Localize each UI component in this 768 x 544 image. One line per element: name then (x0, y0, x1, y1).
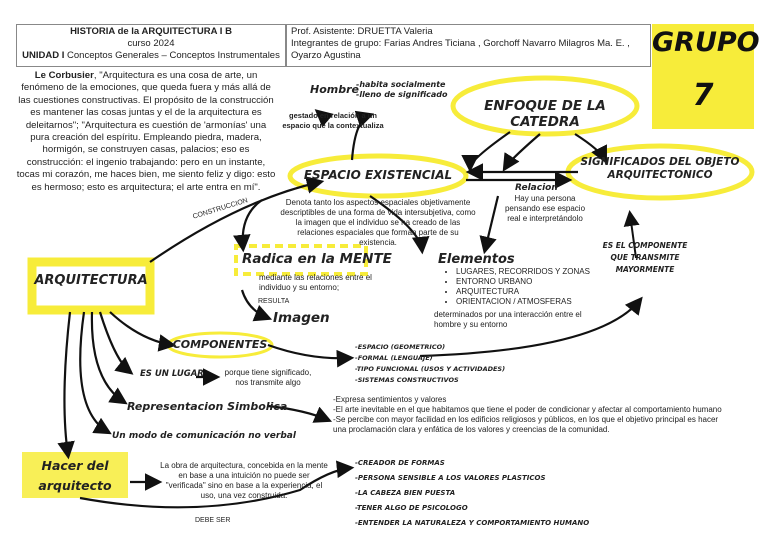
representacion-line: -Se percibe con mayor facilidad en los edificios religiosos y públicos, en los que el objetivo principal es hacer una proclamación clara y enfática de los valores y creencias de la comunidad. (333, 415, 719, 434)
unit-label: UNIDAD I (22, 50, 65, 61)
debe-item: -TENER ALGO DE PSICOLOGO (355, 504, 468, 512)
course-header (16, 24, 286, 67)
componentes-item: -SISTEMAS CONSTRUCTIVOS (355, 376, 459, 384)
elementos-item: • ENTORNO URBANO (456, 277, 604, 287)
imagen-node: Imagen (273, 310, 330, 326)
arquitectura-node: ARQUITECTURA (34, 273, 148, 288)
representacion-description (333, 395, 728, 435)
representacion-line: -Expresa sentimientos y valores (333, 395, 447, 404)
hombre-node: Hombre (310, 83, 359, 96)
debe-ser-label: DEBE SER (195, 517, 231, 524)
construccion-label: CONSTRUCCION (192, 197, 249, 221)
lugar-node: ES UN LUGAR (140, 369, 204, 379)
relacion-description: Hay una persona pensando ese espacio real e interpretándolo (504, 194, 586, 223)
representacion-node: Representacion Simbolica (127, 400, 288, 413)
debe-item: -CREADOR DE FORMAS (355, 459, 445, 467)
team-header (286, 24, 651, 67)
hacer-node (22, 456, 128, 496)
comunicacion-node: Un modo de comunicación no verbal (112, 431, 296, 441)
espacio-node: ESPACIO EXISTENCIAL (303, 168, 453, 182)
debe-ser-list (355, 456, 589, 531)
lugar-description: porque tiene significado, nos transmite algo (224, 368, 312, 387)
hombre-trait: -habita socialmente (356, 80, 446, 89)
assistant-line: Prof. Asistente: DRUETTA Valeria (291, 26, 433, 37)
course-year: curso 2024 (127, 38, 175, 49)
debe-item: -PERSONA SENSIBLE A LOS VALORES PLASTICOS (355, 474, 546, 482)
componentes-item: -TIPO FUNCIONAL (USOS Y ACTIVIDADES) (355, 365, 506, 373)
componentes-item: -FORMAL (LENGUAJE) (355, 354, 433, 362)
componente-note-line: ES EL COMPONENTE (602, 241, 688, 250)
representacion-line: -El arte inevitable en el que habitamos que tiene el poder de condicionar y afectar al comportamiento humano (333, 405, 722, 414)
course-title: HISTORIA de la ARQUITECTURA I B (70, 26, 232, 37)
corbusier-quote (16, 70, 276, 194)
unit-title: Conceptos Generales – Conceptos Instrumentales (64, 50, 280, 61)
group-label: GRUPO (652, 27, 760, 58)
componentes-item: -ESPACIO (GEOMETRICO) (355, 343, 446, 351)
componente-note-line: QUE TRANSMITE (610, 253, 680, 262)
significados-node (572, 156, 748, 182)
componente-note-line: MAYORMENTE (615, 265, 675, 274)
significados-line: SIGNIFICADOS DEL OBJETO (580, 156, 740, 168)
hacer-line: Hacer del (41, 458, 109, 473)
hombre-trait: -lleno de significado (356, 90, 448, 99)
quote-author: Le Corbusier (34, 70, 94, 81)
elementos-node: Elementos (438, 252, 515, 267)
elementos-list (444, 267, 604, 307)
elementos-description: determinados por una interacción entre el hombre y su entorno (434, 310, 582, 329)
unit-line (17, 50, 285, 62)
debe-item: -LA CABEZA BIEN PUESTA (355, 489, 456, 497)
componentes-node: COMPONENTES (172, 338, 268, 351)
radica-node: Radica en la MENTE (242, 251, 392, 267)
hacer-line: arquitecto (38, 478, 112, 493)
elementos-item: • ARQUITECTURA (456, 287, 604, 297)
hacer-description: La obra de arquitectura, concebida en la mente en base a una intuición no puede ser "verificada" sino en base a la experiencia, el uso, una vez construida. (160, 461, 328, 500)
group-number: 7 (692, 78, 714, 113)
hombre-traits (356, 80, 447, 100)
significados-line: ARQUITECTONICO (607, 169, 713, 181)
debe-item: -ENTENDER LA NATURALEZA Y COMPORTAMIENTO HUMANO (355, 519, 590, 527)
gestado-text: gestado en relación a un espacio que la contextualiza (282, 111, 384, 130)
radica-description: mediante las relaciones entre el individuo y su entorno; (259, 273, 372, 292)
espacio-description: Denota tanto los aspectos espaciales objetivamente descriptibles de una forma de vida intersubjetiva, como la imagen que el individuo se ha creado de las relaciones espaciales que forman parte de su existencia. (280, 198, 476, 247)
members-line: Integrantes de grupo: Farias Andres Ticiana , Gorchoff Navarro Milagros Ma. E. , Oyarzo Agustina (291, 38, 630, 61)
quote-text: , "Arquitectura es una cosa de arte, un fenómeno de la emociones, que queda fuera y más allá de las cuestiones constructivas. El propósito de la construcción es mantener las cosas juntas y el de la arquitectura es deleitarnos"; "Arquitectura es cuestión de 'armonías' una pura creación del espíritu. Empleando piedra, madera, hormigón, se construyen casas, palacios; eso es construcción: el ingenio trabajando: pero en un instante, tocas mi corazón, me haces bien, me siento feliz y digo: esto es hermoso; esto es arquitectura; el arte entra en mí". (16, 70, 276, 193)
relacion-node: Relacion (515, 183, 558, 193)
elementos-item: • LUGARES, RECORRIDOS Y ZONAS (456, 267, 604, 277)
enfoque-node: ENFOQUE DE LA CATEDRA (484, 98, 606, 130)
componente-note (590, 240, 700, 276)
elementos-item: • ORIENTACION / ATMOSFERAS (456, 297, 604, 307)
componentes-list (355, 342, 505, 386)
resulta-label: RESULTA (258, 298, 290, 305)
